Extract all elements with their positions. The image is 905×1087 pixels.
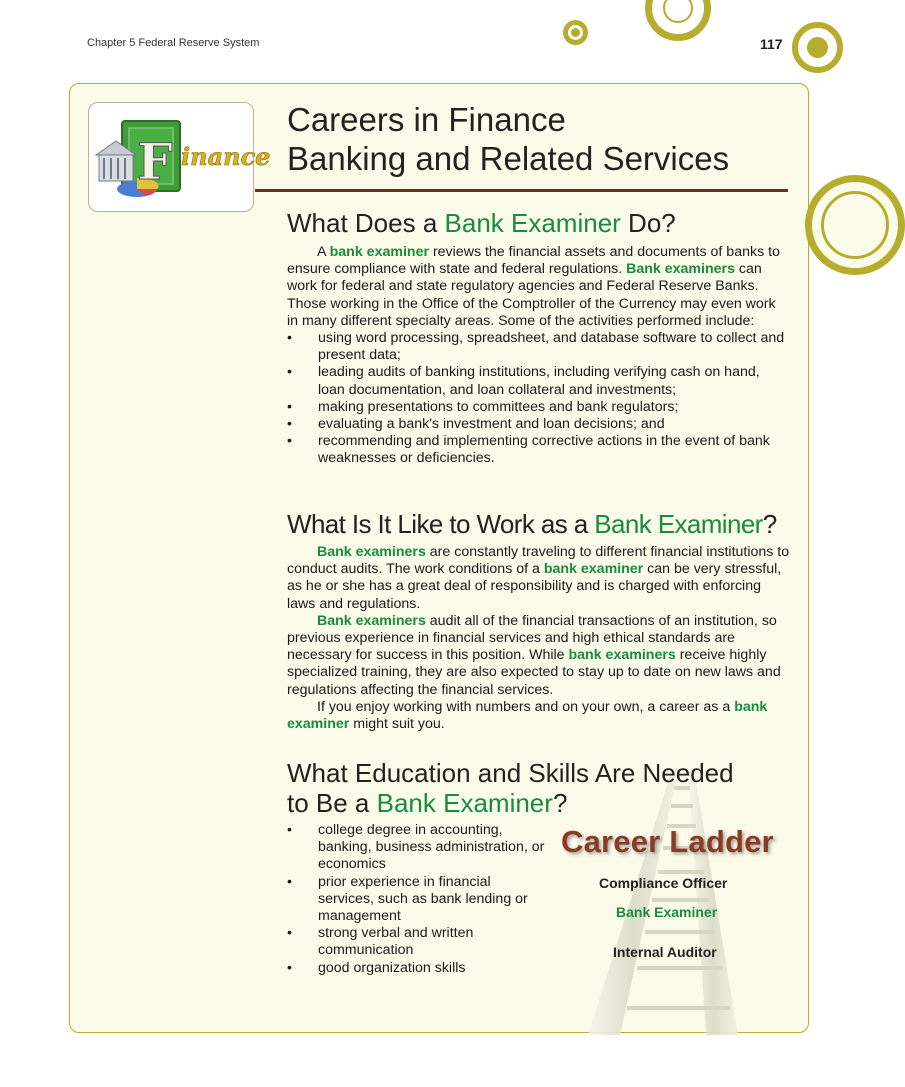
list-item: • prior experience in financial services, such as bank lending or management xyxy=(287,874,547,926)
list-item: • using word processing, spreadsheet, and database software to collect and present data; xyxy=(287,330,790,364)
text: can work for federal and state regulatory agencies and Federal Reserve Banks. Those working in the Office of the Comptroller of the Currency may even work in many different specialty areas. Some of the activities performed include: xyxy=(287,261,776,329)
logo-word: inance xyxy=(181,142,271,171)
section1-heading xyxy=(287,208,676,238)
list-item: • evaluating a bank's investment and loan decisions; and xyxy=(287,416,790,433)
page-title xyxy=(287,100,729,178)
logo-letter: F xyxy=(137,132,173,191)
finance-logo xyxy=(88,102,271,212)
decorative-circle-small xyxy=(563,20,588,45)
section1-body xyxy=(287,244,790,468)
list-item: • recommending and implementing corrective actions in the event of bank weaknesses or deficiencies. xyxy=(287,433,790,467)
heading-text: What Is It Like to Work as a xyxy=(287,509,595,539)
heading-text: What Does a xyxy=(287,208,445,238)
key-term: Bank examiners xyxy=(626,261,735,278)
section2-heading xyxy=(287,509,777,539)
ladder-item-internal-auditor: Internal Auditor xyxy=(613,944,717,960)
title-line-1: Careers in Finance xyxy=(287,101,566,138)
heading-term: Bank Examiner xyxy=(376,788,553,818)
list-item: • leading audits of banking institutions, including verifying cash on hand, loan documentation, and loan collateral and investments; xyxy=(287,364,790,398)
title-line-2: Banking and Related Services xyxy=(287,140,730,177)
decorative-circle-page-number xyxy=(792,22,843,73)
title-rule xyxy=(255,189,788,192)
skills-list xyxy=(287,822,547,977)
text: can be very stressful, as he or she has a great deal of responsibility and is charged with enforcing laws and regulations. xyxy=(287,561,782,612)
key-term: bank examiner xyxy=(329,244,429,260)
heading-term: Bank Examiner xyxy=(444,208,621,238)
list-item: • good organization skills xyxy=(287,960,547,977)
section3-heading xyxy=(287,758,734,818)
heading-text: What Education and Skills Are Needed xyxy=(287,758,734,788)
heading-text: Do? xyxy=(620,208,676,238)
heading-text: ? xyxy=(762,509,777,539)
list-item: • strong verbal and written communication xyxy=(287,925,547,959)
text: might suit you. xyxy=(349,716,445,733)
section1-paragraph xyxy=(287,244,790,330)
key-term: bank examiners xyxy=(568,647,676,664)
text: If you enjoy working with numbers and on your own, a career as a xyxy=(317,698,735,715)
ladder-item-compliance-officer: Compliance Officer xyxy=(599,875,728,891)
section2-paragraph xyxy=(287,544,790,613)
career-ladder-title: Career Ladder xyxy=(561,824,774,859)
heading-term: Bank Examiner xyxy=(594,509,763,539)
running-header: Chapter 5 Federal Reserve System xyxy=(87,37,260,49)
text: receive highly specialized training, they are also expected to stay up to date on new laws and regulations affecting the financial services. xyxy=(287,647,781,698)
list-item: • making presentations to committees and bank regulators; xyxy=(287,399,790,416)
text: A xyxy=(317,244,330,260)
text: audit all of the financial transactions of an institution, so previous experience in financial services and high ethical standards are necessary for success in this position. While xyxy=(287,612,777,664)
section2-paragraph xyxy=(287,699,790,733)
text: reviews the financial assets and documents of banks to ensure compliance with state and federal regulations. xyxy=(287,244,780,278)
key-term: bank examiner xyxy=(287,698,768,733)
ladder-item-bank-examiner: Bank Examiner xyxy=(616,904,718,920)
heading-text: to Be a xyxy=(287,788,377,818)
key-term: bank examiner xyxy=(543,561,644,578)
section2-body xyxy=(287,544,790,733)
activities-list xyxy=(287,330,790,468)
key-term: Bank examiners xyxy=(317,544,426,560)
section2-paragraph xyxy=(287,613,790,699)
text: are constantly traveling to different financial institutions to conduct audits. The work conditions of a xyxy=(287,544,790,578)
list-item: • college degree in accounting, banking, business administration, or economics xyxy=(287,822,547,874)
page-number: 117 xyxy=(760,36,783,52)
heading-text: ? xyxy=(552,788,568,818)
decorative-circle-top xyxy=(645,0,711,41)
section3-body xyxy=(287,822,547,977)
key-term: Bank examiners xyxy=(317,612,426,629)
decorative-ring-right xyxy=(805,175,905,275)
finance-logo-icon xyxy=(89,103,271,213)
